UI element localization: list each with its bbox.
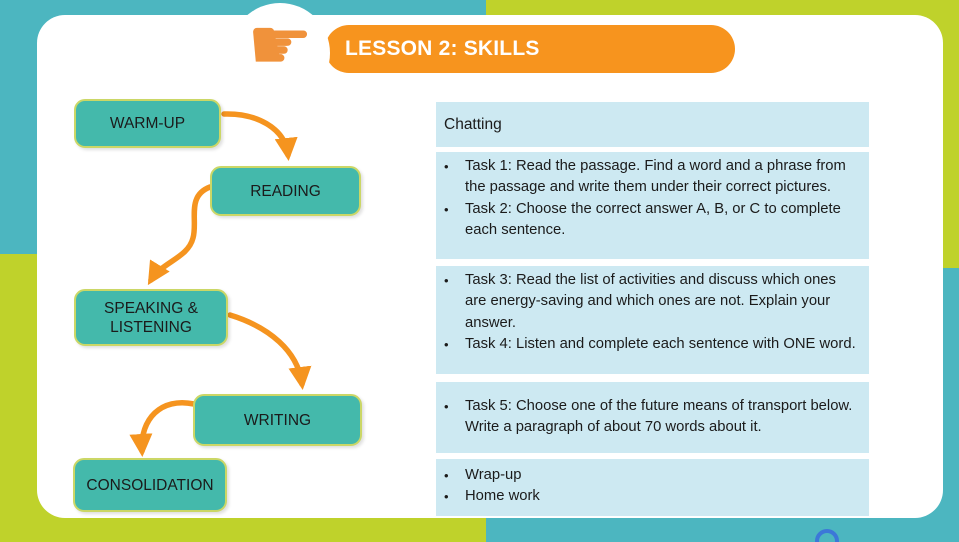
list-item [444, 199, 861, 242]
task-text: Task 4: Listen and complete each sentence with ONE word. [465, 336, 856, 353]
panel-chatting [436, 102, 869, 147]
task-text: Home work [465, 488, 540, 505]
list-item [444, 486, 861, 507]
flow-node-label: SPEAKING & LISTENING [104, 299, 198, 336]
list-item [444, 334, 861, 355]
flow-node-writing [193, 394, 362, 446]
bullet-icon: • [444, 468, 449, 483]
chatting-label: Chatting [444, 115, 502, 133]
flow-node-reading [210, 166, 361, 216]
flow-node-warm-up [74, 99, 221, 148]
panel-wrap-up [436, 459, 869, 516]
pointing-hand-icon: ☛ [246, 3, 314, 86]
bullet-icon: • [444, 337, 449, 353]
list-item [444, 270, 861, 334]
task-text: Task 3: Read the list of activities and discuss which ones are energy-saving and which ones are not. Explain your answer. [465, 272, 836, 331]
bullet-icon: • [444, 399, 449, 414]
flow-node-label: WRITING [243, 411, 312, 429]
flow-node-consolidation [73, 458, 227, 512]
list-item [444, 396, 861, 439]
flow-node-label: CONSOLIDATION [86, 476, 214, 494]
task-text: Task 2: Choose the correct answer A, B, or C to complete each sentence. [465, 200, 841, 239]
lesson-banner [325, 25, 735, 73]
hand-badge [230, 3, 330, 103]
flow-node-label: WARM-UP [109, 115, 186, 132]
list-item [444, 465, 861, 486]
list-item [444, 156, 861, 199]
bullet-icon: • [444, 273, 449, 288]
flow-node-label: READING [250, 182, 321, 200]
bullet-icon: • [444, 201, 449, 217]
flow-node-speaking-listening [74, 289, 228, 346]
bullet-icon: • [444, 489, 449, 505]
bullet-icon: • [444, 159, 449, 174]
lesson-title: LESSON 2: SKILLS [345, 37, 540, 60]
panel-tasks-1-2 [436, 152, 869, 259]
task-text: Wrap-up [465, 467, 522, 483]
task-text: Task 1: Read the passage. Find a word and a phrase from the passage and write them under their correct pictures. [465, 158, 846, 196]
task-text: Task 5: Choose one of the future means of transport below. Write a paragraph of about 70 words about it. [465, 398, 853, 436]
panel-task-5 [436, 382, 869, 453]
panel-tasks-3-4 [436, 266, 869, 374]
